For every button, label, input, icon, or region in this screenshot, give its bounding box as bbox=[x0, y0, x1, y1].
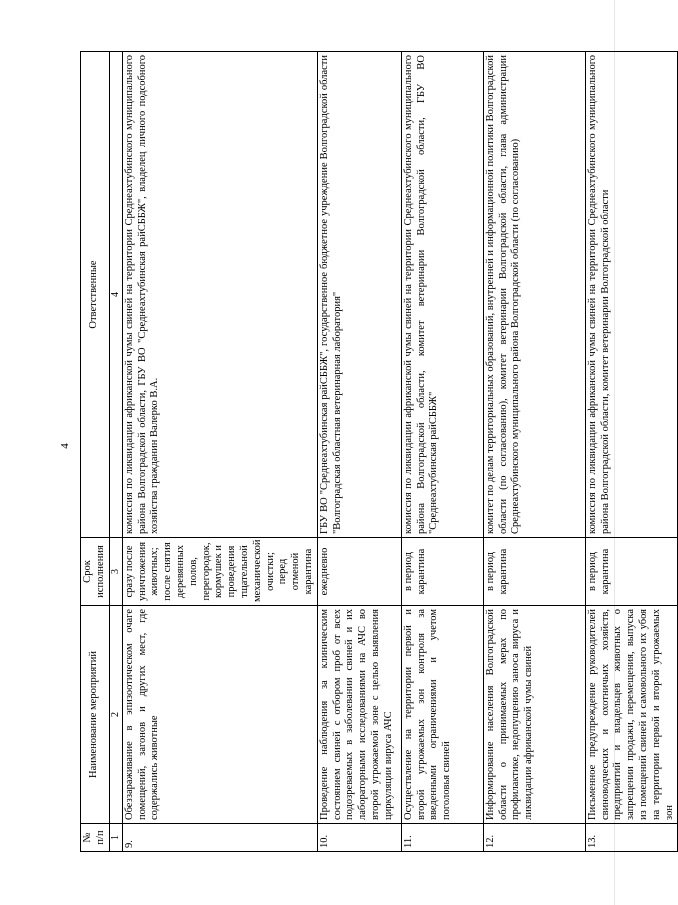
table-row bbox=[122, 52, 317, 852]
row-num: 11. bbox=[401, 824, 483, 852]
rotated-table-sheet bbox=[80, 52, 675, 852]
row-responsible: ГБУ ВО "Среднеахтубинская райСББЖ", государственное бюджетное учреждение Волгоградской области "Волгоградская областная ветеринарная лаборатория" bbox=[317, 52, 401, 538]
row-num: 10. bbox=[317, 824, 401, 852]
row-num: 13. bbox=[585, 824, 678, 852]
table-row bbox=[483, 52, 585, 852]
row-term: в период карантина bbox=[401, 538, 483, 606]
column-number: 4 bbox=[109, 52, 122, 538]
column-number: 2 bbox=[109, 606, 122, 824]
row-measure: Информирование населения Волгоградской области о принимаемых мерах по профилактике, недопущению заноса вируса и ликвидации африканской чумы свиней bbox=[483, 606, 585, 824]
row-responsible: комиссия по ликвидации африканской чумы свиней на территории Среднеахтубинского муниципального района Волгоградской области, комитет ветеринарии Волгоградской области, ГБУ ВО "Среднеахтубинская райСББЖ" bbox=[401, 52, 483, 538]
row-responsible: комиссия по ликвидации африканской чумы свиней на территории Среднеахтубинского муниципального района Волгоградской области, комитет ветеринарии Волгоградской области bbox=[585, 52, 678, 538]
row-responsible: комитет по делам территориальных образований, внутренней и информационной политики Волгоградской области (по согласованию), комитет ветеринарии Волгоградской области, глава администрации Среднеахтубинского муниципального района Волгоградской области (по согласованию) bbox=[483, 52, 585, 538]
row-measure: Осуществление на территории первой и второй угрожаемых зон контроля за введенными ограничениями и учетом поголовья свиней bbox=[401, 606, 483, 824]
row-term: ежедневно bbox=[317, 538, 401, 606]
row-measure: Письменное предупреждение руководителей свиноводческих и охотничьих хозяйств, предприятий и владельцев животных о запрещении продажи, перемещения, выпуска из помещений свиней и самовольного их убоя на территории первой и второй угрожаемых зон bbox=[585, 606, 678, 824]
row-measure: Проведение наблюдения за клиническим состоянием свиней с отбором проб от всех подозреваемых в заболевании свиней и их лабораторными исследованиями на АЧС во второй угрожаемой зоне с целью выявления циркуляции вируса АЧС bbox=[317, 606, 401, 824]
row-term: в период карантина bbox=[483, 538, 585, 606]
row-measure: Обеззараживание в эпизоотическом очаге помещений, загонов и других мест, где содержались животные bbox=[122, 606, 317, 824]
row-term: сразу после уничтожения животных; после снятия деревянных полов, перегородок, кормушек и проведения тщательной механической очистки; перед отменой карантина bbox=[122, 538, 317, 606]
table-row bbox=[401, 52, 483, 852]
table-row bbox=[317, 52, 401, 852]
table-header-row bbox=[81, 52, 110, 852]
table-row bbox=[585, 52, 678, 852]
header-term: Срок исполнения bbox=[81, 538, 110, 606]
header-responsible: Ответственные bbox=[81, 52, 110, 538]
header-num: № п/п bbox=[81, 824, 110, 852]
measures-table bbox=[80, 51, 678, 852]
column-number-row bbox=[109, 52, 122, 852]
column-number: 1 bbox=[109, 824, 122, 852]
row-num: 9. bbox=[122, 824, 317, 852]
row-term: в период карантина bbox=[585, 538, 678, 606]
header-name: Наименование мероприятий bbox=[81, 606, 110, 824]
column-number: 3 bbox=[109, 538, 122, 606]
row-responsible: комиссия по ликвидации африканской чумы свиней на территории Среднеахтубинского муниципального района Волгоградской области, ГБУ ВО "Среднеахтубинская райСББЖ", владелец личного подсобного хозяйства гражданин Валерко В.А. bbox=[122, 52, 317, 538]
page-number: 4 bbox=[58, 443, 71, 449]
row-num: 12. bbox=[483, 824, 585, 852]
